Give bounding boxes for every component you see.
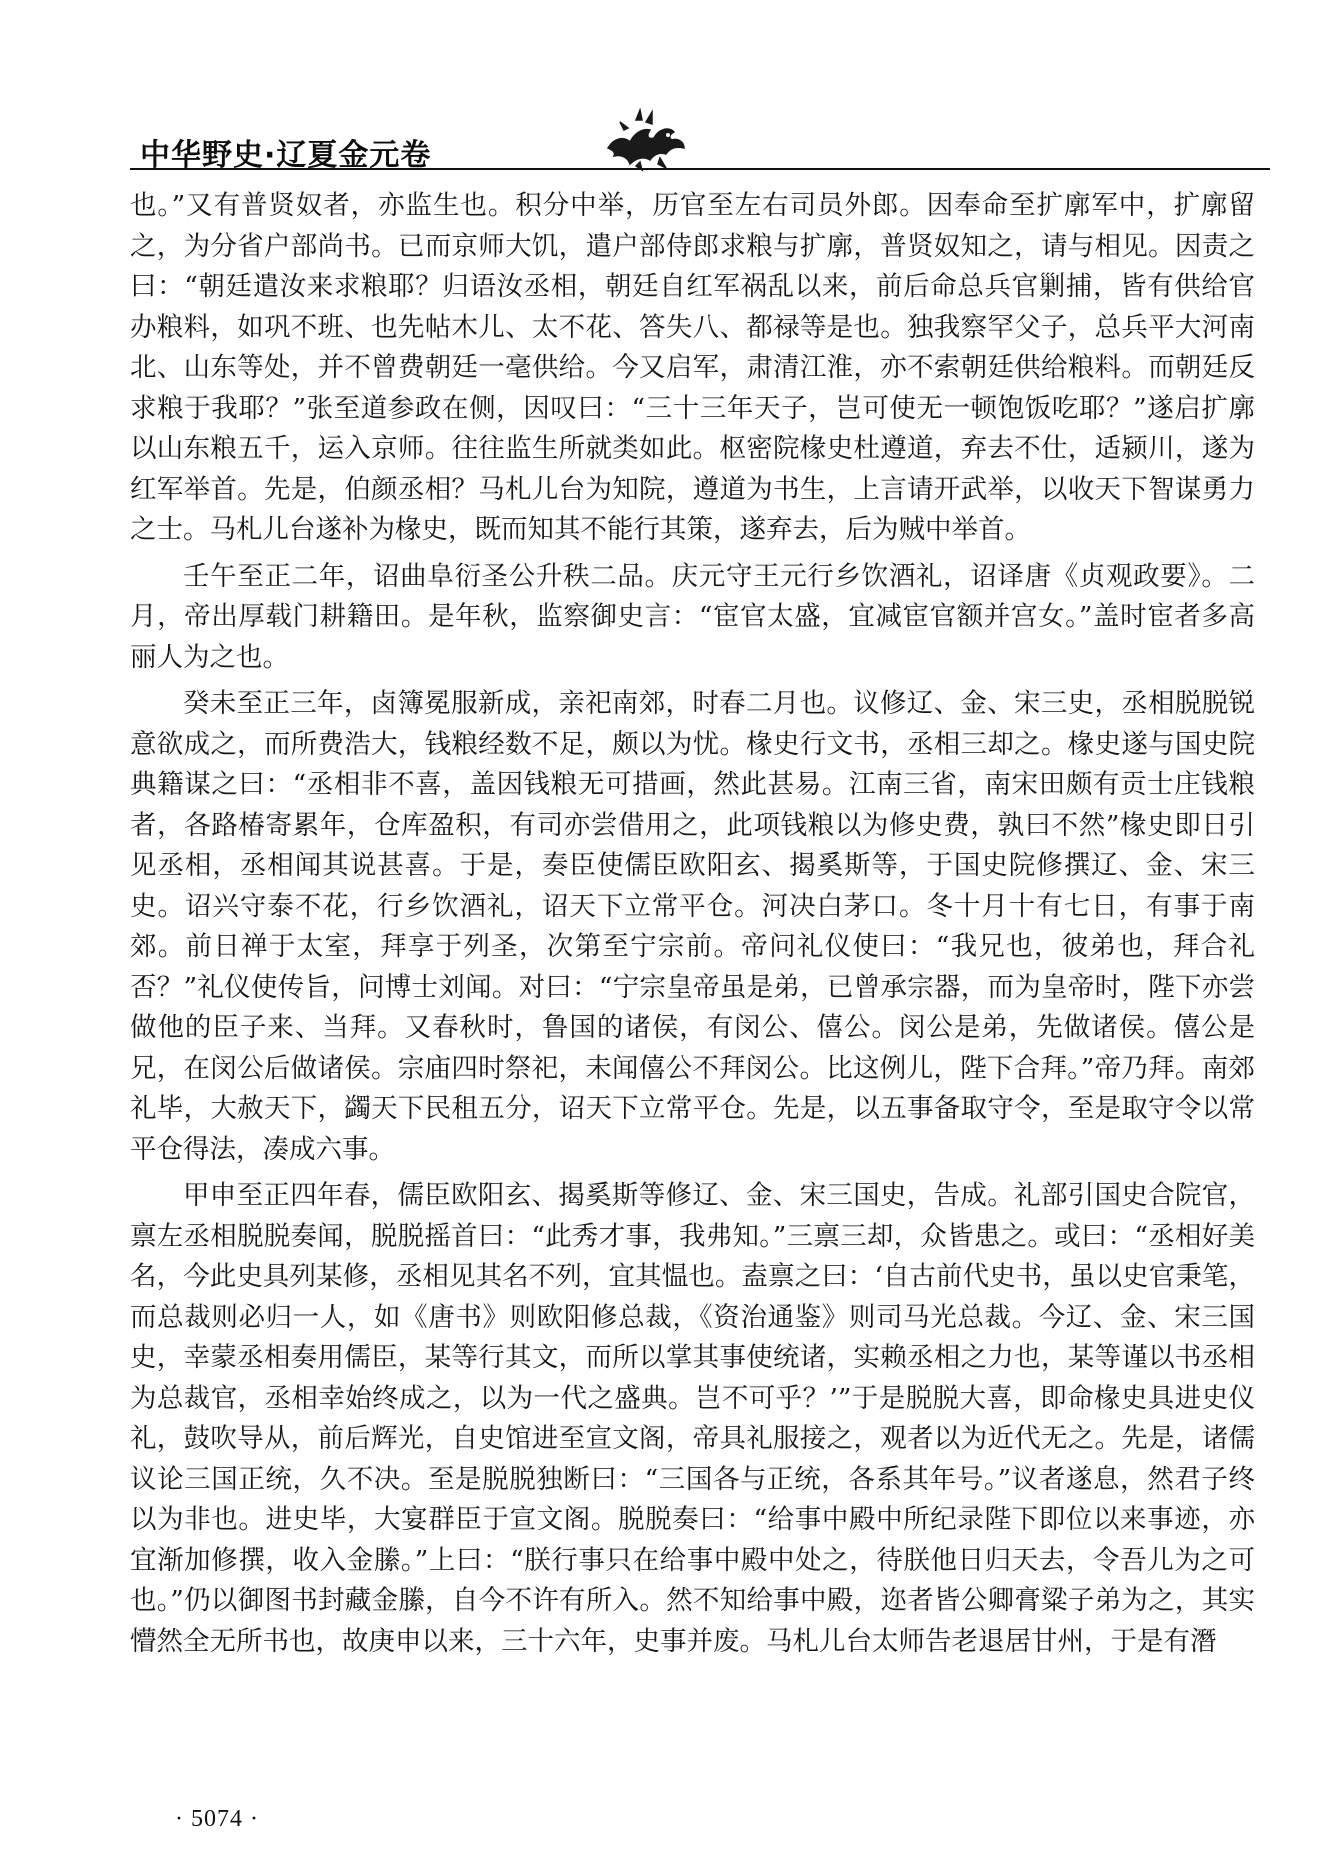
page-number: · 5074 · <box>175 1806 259 1832</box>
paragraph-2: 壬午至正二年，诏曲阜衍圣公升秩二品。庆元守王元行乡饮酒礼，诏译唐《贞观政要》。二月，帝出厚载门耕籍田。是年秋，监察御史言：“宦官太盛，宜减宦官额并宫女。”盖时宦者多高丽人为之也。 <box>130 560 1255 673</box>
paragraph-4: 甲申至正四年春，儒臣欧阳玄、揭奚斯等修辽、金、宋三国史，告成。礼部引国史合院官，禀左丞相脱脱奏闻，脱脱摇首曰：“此秀才事，我弗知。”三禀三却，众皆患之。或曰：“丞相好美名，今此史具列某修，丞相见其名不列，宜其愠也。盍禀之曰：‘自古前代史书，虽以史官秉笔，而总裁则必归一人，如《唐书》则欧阳修总裁，《资治通鉴》则司马光总裁。今辽、金、宋三国史，幸蒙丞相奏用儒臣，某等行其文，而所以掌其事使统诸，实赖丞相之力也，某等谨以书丞相为总裁官，丞相幸始终成之，以为一代之盛典。岂不可乎？’”于是脱脱大喜，即命椽史具进史仪礼，鼓吹导从，前后辉光，自史馆进至宣文阁，帝具礼服接之，观者以为近代无之。先是，诸儒议论三国正统，久不决。至是脱脱独断曰：“三国各与正统，各系其年号。”议者遂息，然君子终以为非也。进史毕，大宴群臣于宣文阁。脱脱奏曰：“给事中殿中所纪录陛下即位以来事迹，亦宜渐加修撰，收入金縢。”上曰：“朕行事只在给事中殿中处之，待朕他日归天去，令吾儿为之可也。”仍以御图书封藏金縢，自今不许有所入。然不知给事中殿，迩者皆公卿膏粱子弟为之，其实懵然全无所书也，故庚申以来，三十六年，史事并废。马札儿台太师告老退居甘州，于是有潛 <box>130 1180 1255 1657</box>
paragraph-3: 癸未至正三年，卤簿冕服新成，亲祀南郊，时春二月也。议修辽、金、宋三史，丞相脱脱锐意欲成之，而所费浩大，钱粮经数不足，颇以为忧。椽史行文书，丞相三却之。椽史遂与国史院典籍谋之曰：“丞相非不喜，盖因钱粮无可措画，然此甚易。江南三省，南宋田颇有贡士庄钱粮者，各路椿寄累年，仓库盈积，有司亦尝借用之，此项钱粮以为修史费，孰曰不然”椽史即日引见丞相，丞相闻其说甚喜。于是，奏臣使儒臣欧阳玄、揭奚斯等，于国史院修撰辽、金、宋三史。诏兴守泰不花，行乡饮酒礼，诏天下立常平仓。河决白茅口。冬十月十有七日，有事于南郊。前日禅于太室，拜享于列圣，次第至宁宗前。帝问礼仪使曰：“我兄也，彼弟也，拜合礼否？”礼仪使传旨，问博士刘闻。对曰：“宁宗皇帝虽是弟，已曾承宗器，而为皇帝时，陛下亦尝做他的臣子来、当拜。又春秋时，鲁国的诸侯，有闵公、僖公。闵公是弟，先做诸侯。僖公是兄，在闵公后做诸侯。宗庙四时祭祀，未闻僖公不拜闵公。比这例儿，陛下合拜。”帝乃拜。南郊礼毕，大赦天下，蠲天下民租五分，诏天下立常平仓。先是，以五事备取守令，至是取守令以常平仓得法，凑成六事。 <box>130 688 1255 1165</box>
paragraph-1: 也。”又有普贤奴者，亦监生也。积分中举，历官至左右司员外郎。因奉命至扩廓军中，扩廓留之，为分省户部尚书。已而京师大饥，遣户部侍郎求粮与扩廓，普贤奴知之，请与相见。因责之曰：“朝廷遣汝来求粮耶？归语汝丞相，朝廷自红军祸乱以来，前后命总兵官剿捕，皆有供给官办粮料，如巩不班、也先帖木儿、太不花、答失八、都禄等是也。独我察罕父子，总兵平大河南北、山东等处，并不曾费朝廷一毫供给。今又启军，肃清江淮，亦不索朝廷供给粮料。而朝廷反求粮于我耶？”张至道参政在侧，因叹曰：“三十三年天子，岂可使无一顿饱饭吃耶？”遂启扩廓以山东粮五千，运入京师。往往监生所就类如此。枢密院椽史杜遵道，弃去不仕，适颍川，遂为红军举首。先是，伯颜丞相？马札儿台为知院，遵道为书生，上言请开武举，以收天下智谋勇力之士。马札儿台遂补为椽史，既而知其不能行其策，遂弃去，后为贼中举首。 <box>130 190 1255 545</box>
dragon-emblem-icon <box>600 108 690 172</box>
book-title: 中华野史·辽夏金元卷 <box>140 138 432 173</box>
running-header <box>130 100 1270 173</box>
header-rule <box>130 168 1270 170</box>
main-text <box>130 186 1255 1668</box>
